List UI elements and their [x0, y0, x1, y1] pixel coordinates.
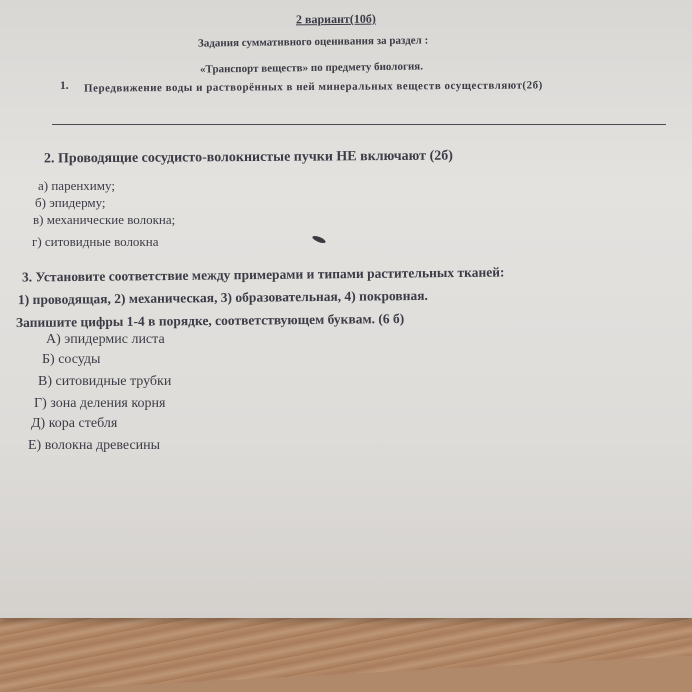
ink-mark	[312, 235, 327, 245]
q2-option-d: г) ситовидные волокна	[32, 234, 159, 249]
variant-heading: 2 вариант(10б)	[295, 11, 376, 27]
answer-line	[52, 124, 666, 125]
q1-text: Передвижение воды и растворённых в ней минеральных веществ осуществляют(2б)	[83, 79, 543, 95]
q2-option-b: б) эпидерму;	[35, 195, 106, 210]
q1-number: 1.	[60, 80, 69, 92]
assessment-subtitle: Задания суммативного оценивания за раздел :	[197, 34, 429, 50]
q3-item-f: Е) волокна древесины	[28, 438, 161, 453]
q3-item-c: В) ситовидные трубки	[38, 374, 172, 389]
q3-item-e: Д) кора стебля	[31, 416, 118, 431]
q3-types: 1) проводящая, 2) механическая, 3) образовательная, 4) покровная.	[17, 287, 428, 308]
q2-title: 2. Проводящие сосудисто-волокнистые пучки НЕ включают (2б)	[43, 148, 453, 167]
q3-item-d: Г) зона деления корня	[34, 396, 166, 411]
q3-item-b: Б) сосуды	[42, 352, 101, 367]
q2-option-a: а) паренхиму;	[38, 178, 115, 193]
q3-item-a: А) эпидермис листа	[46, 332, 165, 347]
q3-instruction: Запишите цифры 1-4 в порядке, соответствующем буквам. (6 б)	[15, 310, 405, 331]
q2-option-c: в) механические волокна;	[33, 212, 176, 227]
topic-subtitle: «Транспорт веществ» по предмету биология.	[199, 60, 424, 76]
q3-title: 3. Установите соответствие между примерами и типами растительных тканей:	[21, 264, 505, 285]
